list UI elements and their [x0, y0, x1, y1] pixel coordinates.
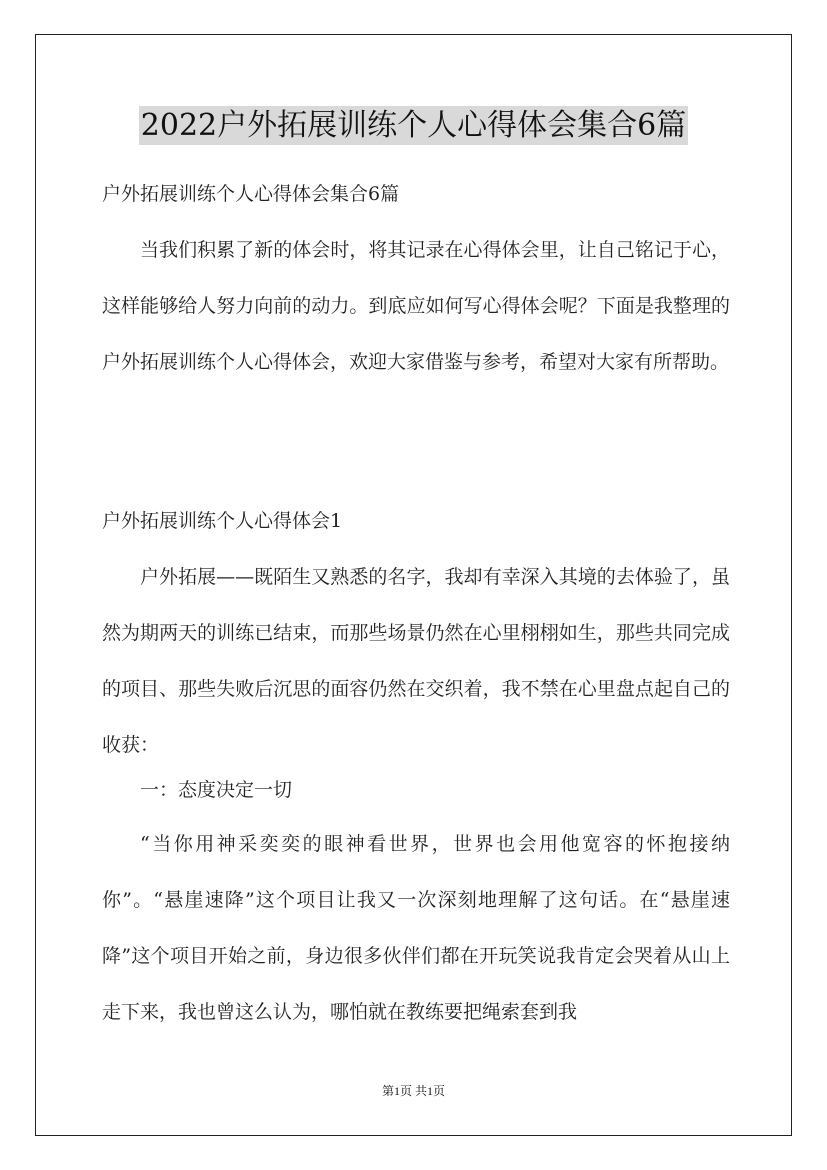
- page-footer: 第1页 共1页: [381, 1084, 445, 1098]
- body-paragraph: “当你用神采奕奕的眼神看世界，世界也会用他宽容的怀抱接纳你”。“悬崖速降”这个项目让我又一次深刻地理解了这句话。在“悬崖速降”这个项目开始之前，身边很多伙伴们都在开玩笑说我肯定会哭着从山上走下来，我也曾这么认为，哪怕就在教练要把绳索套到我: [102, 833, 730, 1023]
- section-heading: 户外拓展训练个人心得体会1: [102, 510, 343, 532]
- document-title: 2022户外拓展训练个人心得体会集合6篇: [140, 108, 687, 143]
- point-heading: 一：态度决定一切: [140, 779, 293, 801]
- document-subtitle: 户外拓展训练个人心得体会集合6篇: [102, 183, 400, 205]
- body-paragraph: 户外拓展——既陌生又熟悉的名字，我却有幸深入其境的去体验了，虽然为期两天的训练已结束，而那些场景仍然在心里栩栩如生，那些共同完成的项目、那些失败后沉思的面容仍然在交织着，我不禁在心里盘点起自己的收获：: [102, 566, 730, 756]
- intro-paragraph: 当我们积累了新的体会时，将其记录在心得体会里，让自己铭记于心，这样能够给人努力向前的动力。到底应如何写心得体会呢？下面是我整理的户外拓展训练个人心得体会，欢迎大家借鉴与参考，希望对大家有所帮助。: [102, 239, 730, 373]
